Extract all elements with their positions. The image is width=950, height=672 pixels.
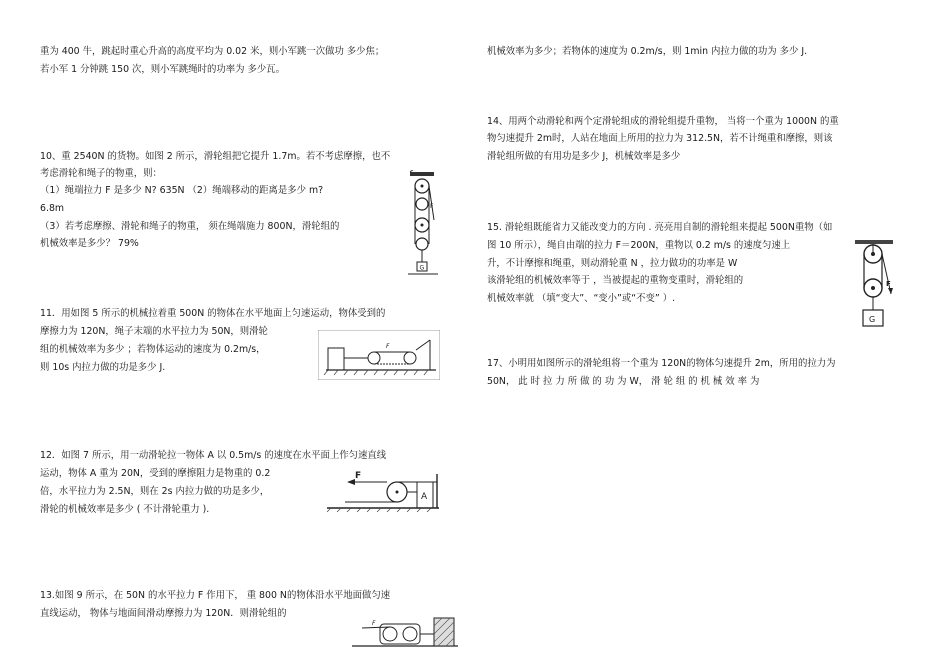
q15-line-3: 升，不计摩擦和绳重，则动滑轮重 N ，拉力做功的功率是 W <box>487 258 738 269</box>
fig2-force-label: F <box>430 203 434 210</box>
q15-line-5: 机械效率就 （填“变大”、“变小”或“不变” ）. <box>487 293 676 304</box>
left-top-line-1: 重为 400 牛，跳起时重心升高的高度平均为 0.02 米，则小军跳一次做功 多少焦； <box>40 46 385 57</box>
q14-line-2: 物匀速提升 2m时，人站在地面上所用的拉力为 312.5N，若不计绳重和摩擦，则该 <box>487 133 833 144</box>
left-top-line-2: 若小军 1 分钟跳 150 次，则小军跳绳时的功率为 多少瓦。 <box>40 64 286 75</box>
q12-line-2: 运动，物体 A 重为 20N，受到的摩擦阻力是物重的 0.2 <box>40 468 271 479</box>
fig9-force-label: F <box>372 620 376 627</box>
q17-line-2: 50N， 此 时 拉 力 所 做 的 功 为 W， 滑 轮 组 的 机 械 效 率 为 <box>487 376 760 387</box>
q10-line-1: 10、重 2540N 的货物。如图 2 所示，滑轮组把它提升 1.7m。若不考虑摩擦，也不 <box>40 151 391 162</box>
fig5-force-label: F <box>386 343 390 350</box>
figure-2-pulley-diagram <box>408 170 438 276</box>
fig2-weight-label: G <box>419 264 425 272</box>
figure-9-pulley-block <box>352 612 458 652</box>
figure-5-horizontal-pulley <box>318 330 440 380</box>
q12-line-4: 滑轮的机械效率是多少 ( 不计滑轮重力 ). <box>40 504 210 515</box>
q10-line-6: 机械效率是多少？ 79% <box>40 238 139 249</box>
q12-line-1: 12．如图 7 所示，用一动滑轮拉一物体 A 以 0.5m/s 的速度在水平面上作匀速直线 <box>40 450 387 461</box>
q14-line-1: 14、用两个动滑轮和两个定滑轮组成的滑轮组提升重物， 当将一个重为 1000N 的重 <box>487 116 839 127</box>
fig7-force-label: F <box>355 471 362 481</box>
fig10-weight-label: G <box>869 315 876 324</box>
fig10-force-label: F <box>886 280 891 288</box>
q11-line-1: 11．用如图 5 所示的机械拉着重 500N 的物体在水平地面上匀速运动，物体受到的 <box>40 308 386 319</box>
q10-line-2: 考虑滑轮和绳子的物重，则： <box>40 168 162 179</box>
q11-line-4: 则 10s 内拉力做的功是多少 J. <box>40 362 166 373</box>
figure-7-moving-pulley <box>325 468 443 512</box>
q11-line-2: 摩擦力为 120N，绳子末端的水平拉力为 50N，则滑轮 <box>40 326 268 337</box>
q17-line-1: 17、小明用如图所示的滑轮组将一个重为 120N的物体匀速提升 2m，所用的拉力为 <box>487 358 836 369</box>
q15-line-1: 15. 滑轮组既能省力又能改变力的方向 . 亮亮用自制的滑轮组来提起 500N重物（如 <box>487 222 833 233</box>
figure-10-pulley-system <box>853 238 897 334</box>
q12-line-3: 倍，水平拉力为 2.5N，则在 2s 内拉力做的功是多少， <box>40 486 270 497</box>
q14-line-3: 滑轮组所做的有用功是多少 J，机械效率是多少 <box>487 151 681 162</box>
fig7-block-label: A <box>421 492 428 502</box>
q10-line-5: （3）若考虑摩擦、滑轮和绳子的物重， 须在绳端施力 800N，滑轮组的 <box>40 221 340 232</box>
q10-line-3: （1）绳端拉力 F 是多少 N? 635N （2）绳端移动的距离是多少 m? <box>40 185 324 196</box>
q11-line-3: 组的机械效率为多少 ；若物体运动的速度为 0.2m/s， <box>40 344 266 355</box>
right-top-line: 机械效率为多少；若物体的速度为 0.2m/s，则 1min 内拉力做的功为 多少 J. <box>487 46 808 57</box>
q15-line-2: 图 10 所示），绳自由端的拉力 F＝200N，重物以 0.2 m/s 的速度匀速上 <box>487 240 791 251</box>
q13-line-1: 13.如图 9 所示，在 50N 的水平拉力 F 作用下， 重 800 N的物体沿水平地面做匀速 <box>40 590 391 601</box>
q10-line-4: 6.8m <box>40 203 65 214</box>
q15-line-4: 该滑轮组的机械效率等于 ，当被提起的重物变重时，滑轮组的 <box>487 275 744 286</box>
q13-line-2: 直线运动， 物体与地面间滑动摩擦力为 120N．则滑轮组的 <box>40 608 287 619</box>
